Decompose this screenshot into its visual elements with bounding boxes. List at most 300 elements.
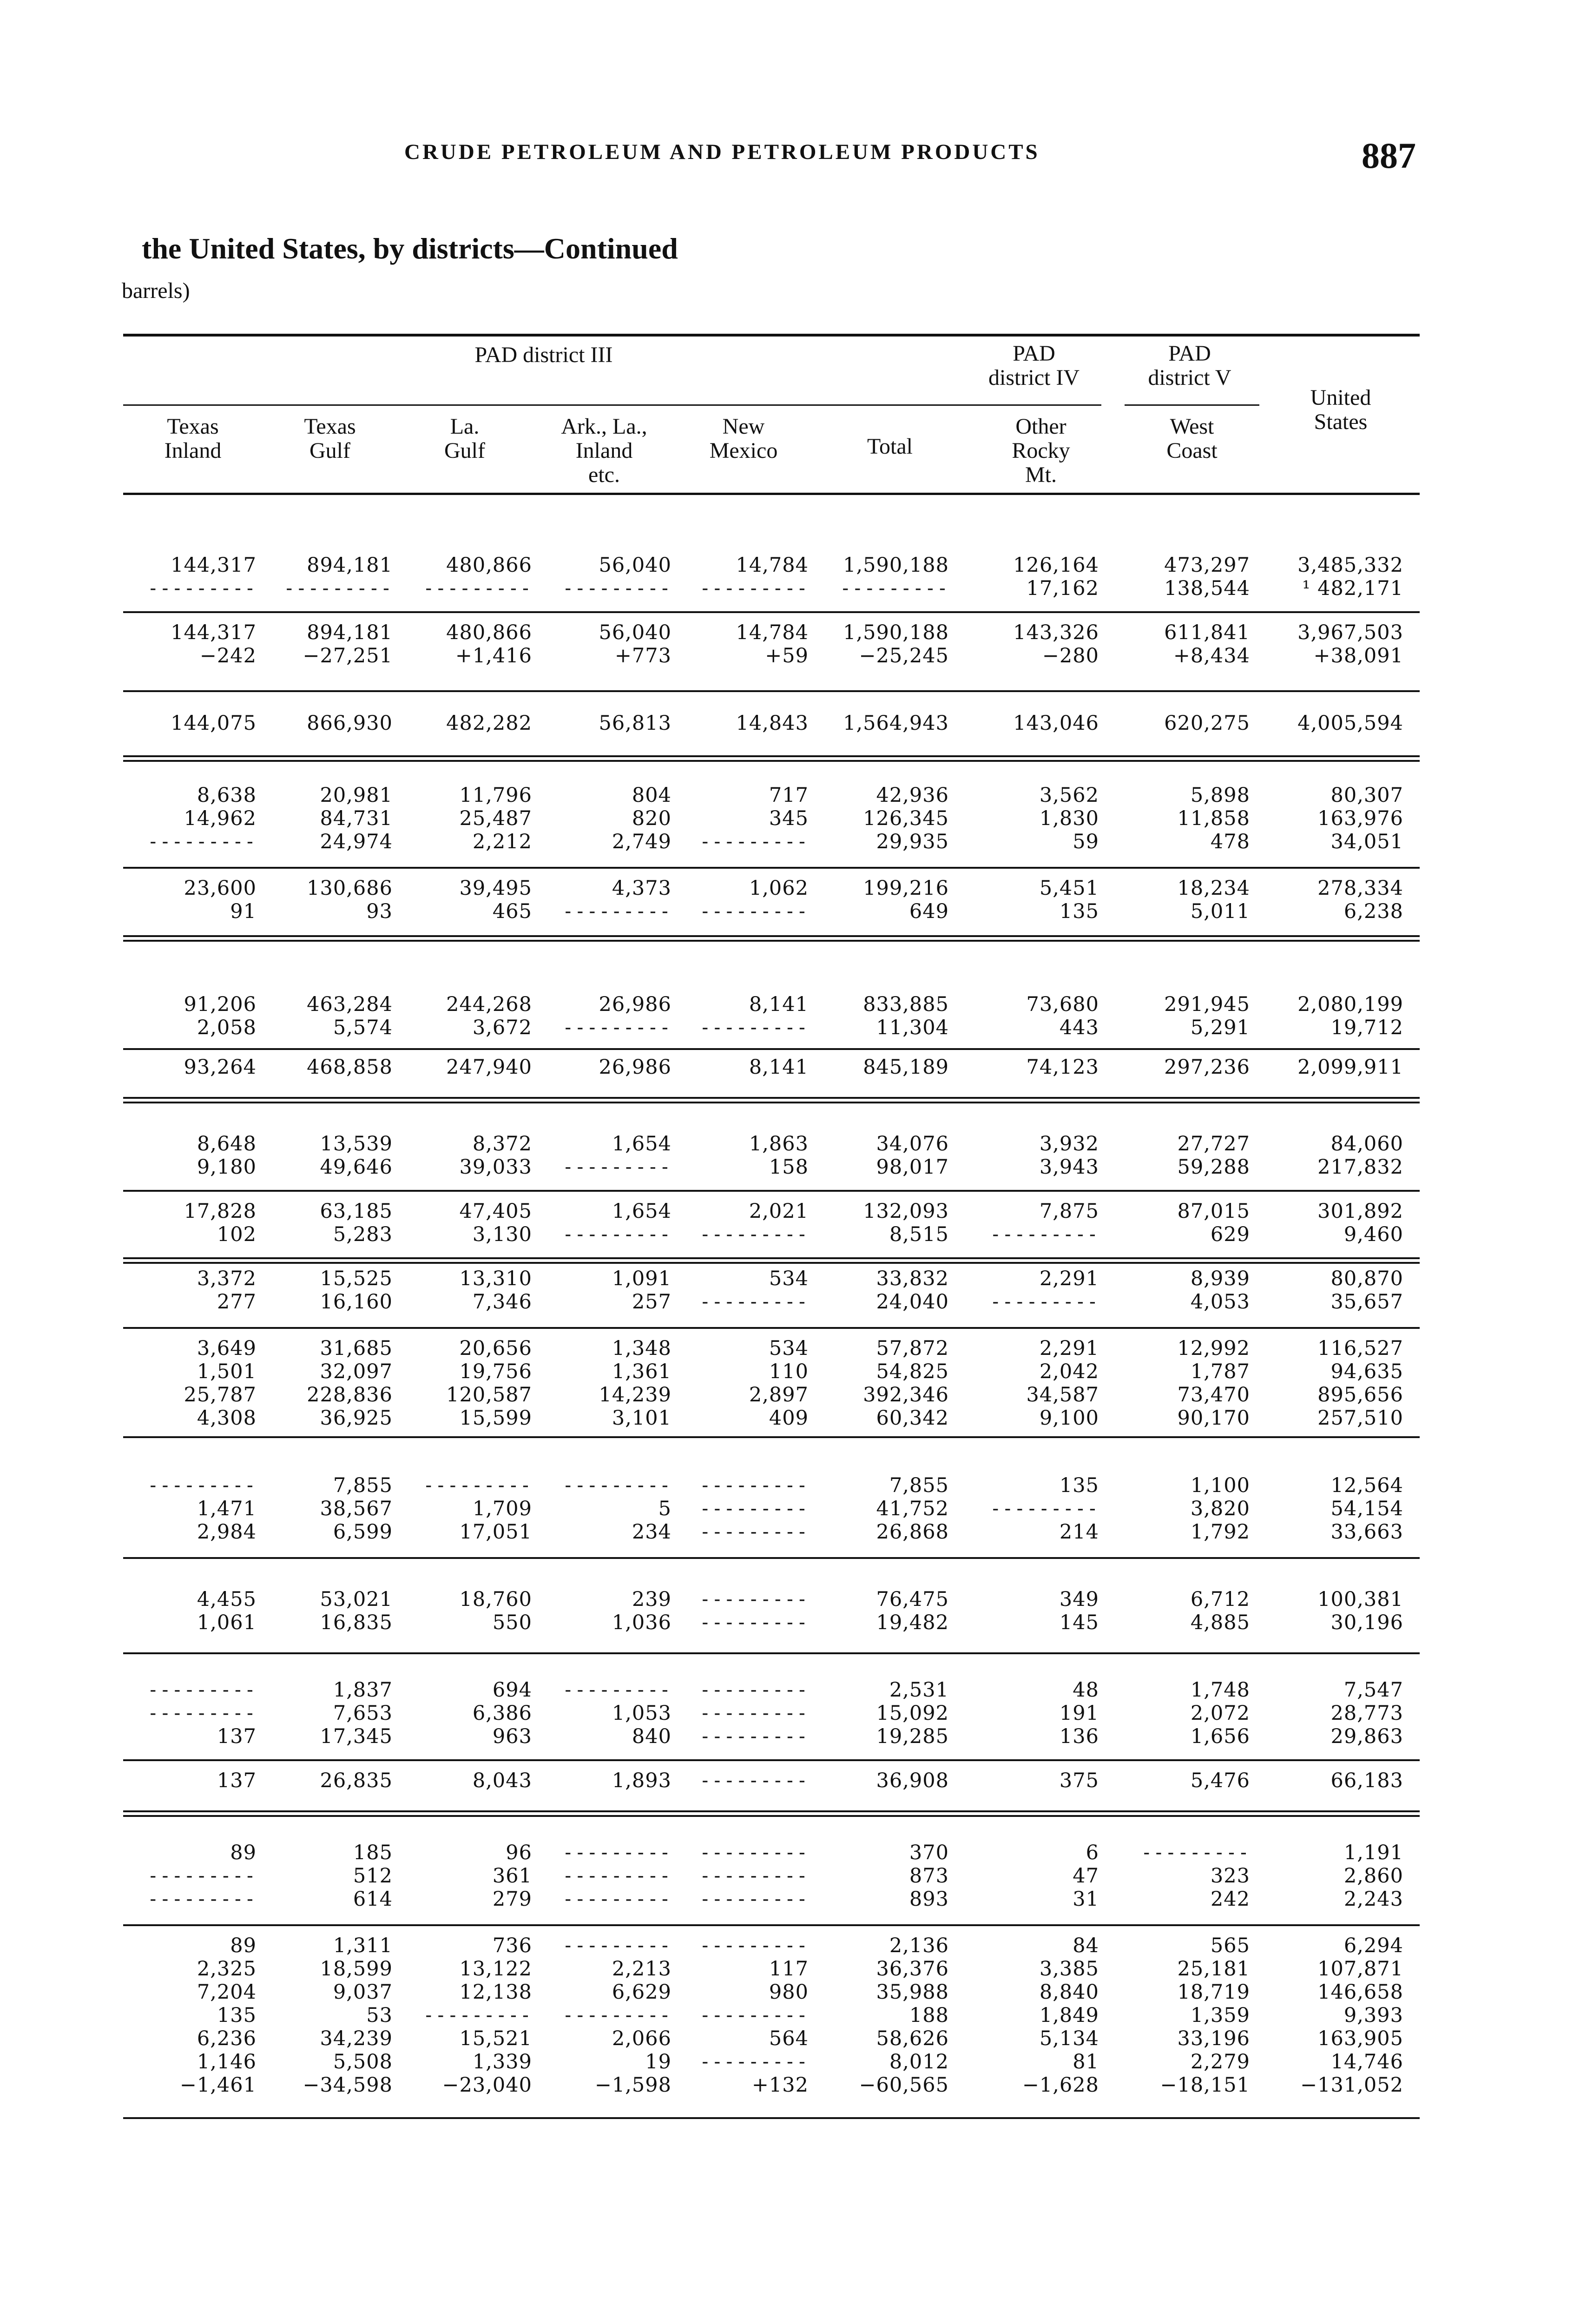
table-cell: 5,291 <box>1190 1016 1250 1039</box>
table-cell: 3,649 <box>197 1337 257 1360</box>
table-cell: 840 <box>632 1725 671 1748</box>
table-cell: 1,792 <box>1190 1520 1250 1544</box>
table-cell-dash: --------- <box>562 1679 671 1701</box>
table-cell: 84,731 <box>320 807 393 830</box>
table-cell: 32,097 <box>320 1360 393 1383</box>
table-cell: 34,239 <box>320 2027 393 2050</box>
table-cell: 564 <box>769 2027 809 2050</box>
table-cell: +59 <box>765 644 809 667</box>
table-cell: 257,510 <box>1317 1406 1403 1430</box>
table-cell: 24,040 <box>876 1290 949 1314</box>
group-rule <box>123 755 1420 757</box>
table-cell: −1,461 <box>179 2073 257 2097</box>
table-cell: 482,282 <box>446 712 532 735</box>
table-cell: 3,672 <box>472 1016 532 1039</box>
group-rule <box>123 1759 1420 1761</box>
table-cell: 1,863 <box>749 1132 809 1155</box>
header-sub-rule-iii <box>123 404 969 406</box>
table-cell: 14,784 <box>736 621 809 644</box>
table-cell-dash: --------- <box>283 578 393 599</box>
table-cell: 565 <box>1210 1934 1250 1957</box>
table-cell: 135 <box>1059 900 1099 923</box>
table-cell: 7,855 <box>889 1474 949 1497</box>
table-cell-dash: --------- <box>699 831 809 852</box>
table-cell: 2,099,911 <box>1297 1056 1403 1079</box>
table-cell: 5,451 <box>1039 877 1099 900</box>
table-cell: 163,905 <box>1317 2027 1403 2050</box>
table-cell: −131,052 <box>1300 2073 1403 2097</box>
table-cell: 163,976 <box>1317 807 1403 830</box>
table-cell: 96 <box>506 1841 532 1864</box>
table-cell: 13,310 <box>459 1267 532 1290</box>
table-cell: 19,712 <box>1330 1016 1403 1039</box>
table-cell-dash: --------- <box>147 1679 257 1701</box>
table-cell-dash: --------- <box>699 1498 809 1519</box>
table-cell-dash: --------- <box>699 1475 809 1496</box>
table-cell: 17,828 <box>184 1200 257 1223</box>
header-texas-gulf: Texas Gulf <box>304 414 356 463</box>
table-cell-dash: --------- <box>699 1521 809 1543</box>
table-cell: 80,307 <box>1330 784 1403 807</box>
table-cell: 34,076 <box>876 1132 949 1155</box>
table-cell: 56,813 <box>599 712 671 735</box>
table-cell: 323 <box>1210 1864 1250 1888</box>
table-cell: 19,285 <box>876 1725 949 1748</box>
table-cell: 15,092 <box>876 1702 949 1725</box>
table-cell: 473,297 <box>1164 554 1250 577</box>
table-cell: 1,830 <box>1039 807 1099 830</box>
header-pad-district-v: PAD district V <box>1148 341 1231 390</box>
table-cell: 3,485,332 <box>1297 554 1403 577</box>
table-cell: 2,058 <box>197 1016 257 1039</box>
table-cell: +8,434 <box>1173 644 1250 667</box>
table-cell: 6,712 <box>1190 1588 1250 1611</box>
table-cell: 3,372 <box>197 1267 257 1290</box>
table-cell: 146,658 <box>1317 1981 1403 2004</box>
table-cell: 54,825 <box>876 1360 949 1383</box>
table-cell: 137 <box>217 1725 257 1748</box>
table-cell: 873 <box>909 1864 949 1888</box>
table-cell-dash: --------- <box>699 1888 809 1910</box>
table-cell: 84 <box>1073 1934 1099 1957</box>
table-cell: 1,709 <box>472 1497 532 1520</box>
table-cell: 9,180 <box>197 1155 257 1179</box>
table-cell: 217,832 <box>1317 1155 1403 1179</box>
table-cell: 98,017 <box>876 1155 949 1179</box>
table-cell: 7,855 <box>333 1474 393 1497</box>
table-cell: 144,317 <box>171 621 257 644</box>
table-cell-dash: --------- <box>699 2005 809 2026</box>
table-cell: 18,234 <box>1177 877 1250 900</box>
table-cell: 480,866 <box>446 621 532 644</box>
table-cell: 199,216 <box>863 877 949 900</box>
table-cell: 143,326 <box>1013 621 1099 644</box>
header-united-states: United States <box>1310 385 1371 434</box>
group-rule <box>123 1190 1420 1192</box>
table-cell: 649 <box>909 900 949 923</box>
table-cell: 804 <box>632 784 671 807</box>
group-rule <box>123 611 1420 613</box>
table-cell-dash: --------- <box>699 1589 809 1610</box>
header-sub-rule-iv <box>967 404 1101 406</box>
table-cell: 845,189 <box>863 1056 949 1079</box>
table-cell: 63,185 <box>320 1200 393 1223</box>
table-cell: 11,858 <box>1177 807 1250 830</box>
table-cell: 4,373 <box>612 877 671 900</box>
table-cell: 2,136 <box>889 1934 949 1957</box>
table-cell: 1,100 <box>1190 1474 1250 1497</box>
table-cell: 443 <box>1059 1016 1099 1039</box>
table-cell: 550 <box>492 1611 532 1634</box>
table-cell: 12,138 <box>459 1981 532 2004</box>
table-cell: 138,544 <box>1164 577 1250 600</box>
table-cell: −27,251 <box>303 644 393 667</box>
table-cell-dash: --------- <box>1141 1842 1250 1863</box>
group-rule <box>123 867 1420 869</box>
table-cell-dash: --------- <box>147 578 257 599</box>
table-cell: 239 <box>632 1588 671 1611</box>
table-cell: 2,531 <box>889 1678 949 1702</box>
table-cell: 1,361 <box>612 1360 671 1383</box>
table-cell: 33,663 <box>1330 1520 1403 1544</box>
table-cell: 60,342 <box>876 1406 949 1430</box>
table-cell: 91,206 <box>184 993 257 1016</box>
table-cell: 2,212 <box>472 830 532 853</box>
table-title-continued: the United States, by districts—Continued <box>142 232 678 265</box>
table-cell: 7,875 <box>1039 1200 1099 1223</box>
table-cell: 17,345 <box>320 1725 393 1748</box>
table-cell: 1,654 <box>612 1200 671 1223</box>
table-cell: 15,521 <box>459 2027 532 2050</box>
table-cell: ¹ 482,171 <box>1302 577 1403 600</box>
table-cell: 36,376 <box>876 1957 949 1981</box>
table-cell: 629 <box>1210 1223 1250 1246</box>
table-cell: 2,213 <box>612 1957 671 1981</box>
table-cell-dash: --------- <box>699 1726 809 1747</box>
table-cell: 278,334 <box>1317 877 1403 900</box>
table-cell: 33,196 <box>1177 2027 1250 2050</box>
table-cell-dash: --------- <box>147 1703 257 1724</box>
table-cell: 1,656 <box>1190 1725 1250 1748</box>
table-cell-dash: --------- <box>699 901 809 922</box>
table-cell: 30,196 <box>1330 1611 1403 1634</box>
table-cell-dash: --------- <box>562 2005 671 2026</box>
table-cell: 893 <box>909 1888 949 1911</box>
table-cell: 47,405 <box>459 1200 532 1223</box>
table-cell: 7,204 <box>197 1981 257 2004</box>
table-cell: 2,080,199 <box>1297 993 1403 1016</box>
table-cell: 4,885 <box>1190 1611 1250 1634</box>
table-cell: 110 <box>769 1360 809 1383</box>
table-cell: 894,181 <box>307 621 393 644</box>
table-cell: 42,936 <box>876 784 949 807</box>
table-cell: 14,784 <box>736 554 809 577</box>
group-rule <box>123 1327 1420 1329</box>
table-cell: 12,564 <box>1330 1474 1403 1497</box>
table-cell: 132,093 <box>863 1200 949 1223</box>
table-cell: 31 <box>1073 1888 1099 1911</box>
table-cell: 11,796 <box>459 784 532 807</box>
table-cell: 1,564,943 <box>843 712 949 735</box>
table-cell: 5 <box>658 1497 671 1520</box>
table-cell: 20,656 <box>459 1337 532 1360</box>
table-cell: 5,134 <box>1039 2027 1099 2050</box>
table-cell: 375 <box>1059 1769 1099 1792</box>
header-bottom-rule <box>123 493 1420 495</box>
table-cell: 76,475 <box>876 1588 949 1611</box>
table-cell-dash: --------- <box>423 1475 532 1496</box>
table-cell: 1,146 <box>197 2050 257 2073</box>
table-cell: 9,393 <box>1343 2004 1403 2027</box>
table-cell-dash: --------- <box>147 831 257 852</box>
table-cell: 1,501 <box>197 1360 257 1383</box>
table-cell: 3,932 <box>1039 1132 1099 1155</box>
table-cell: 17,051 <box>459 1520 532 1544</box>
table-cell: 1,061 <box>197 1611 257 1634</box>
table-cell: 8,372 <box>472 1132 532 1155</box>
table-cell: 895,656 <box>1317 1383 1403 1406</box>
table-cell: 73,470 <box>1177 1383 1250 1406</box>
table-cell: 512 <box>353 1864 393 1888</box>
table-cell: 620,275 <box>1164 712 1250 735</box>
table-cell-dash: --------- <box>699 2051 809 2073</box>
table-cell: 120,587 <box>446 1383 532 1406</box>
table-cell: +132 <box>751 2073 809 2097</box>
table-cell: 5,508 <box>333 2050 393 2073</box>
table-cell: −280 <box>1042 644 1099 667</box>
table-cell: 188 <box>909 2004 949 2027</box>
table-cell: −34,598 <box>303 2073 393 2097</box>
table-cell-dash: --------- <box>562 901 671 922</box>
table-cell: 3,130 <box>472 1223 532 1246</box>
table-cell-dash: --------- <box>840 578 949 599</box>
table-cell: 980 <box>769 1981 809 2004</box>
table-cell: 19,756 <box>459 1360 532 1383</box>
group-rule <box>123 1652 1420 1654</box>
table-cell: 2,897 <box>749 1383 809 1406</box>
table-cell: 9,460 <box>1343 1223 1403 1246</box>
table-cell: 291,945 <box>1164 993 1250 1016</box>
table-cell: −1,598 <box>594 2073 671 2097</box>
table-cell: 18,599 <box>320 1957 393 1981</box>
table-cell: 100,381 <box>1317 1588 1403 1611</box>
table-cell: 6,386 <box>472 1702 532 1725</box>
table-cell: 34,051 <box>1330 830 1403 853</box>
table-cell: 2,243 <box>1343 1888 1403 1911</box>
table-cell: 1,471 <box>197 1497 257 1520</box>
table-cell: 5,283 <box>333 1223 393 1246</box>
table-cell: 145 <box>1059 1611 1099 1634</box>
table-cell-dash: --------- <box>699 1842 809 1863</box>
table-cell: 534 <box>769 1337 809 1360</box>
table-cell: 409 <box>769 1406 809 1430</box>
table-cell: 26,835 <box>320 1769 393 1792</box>
table-cell-dash: --------- <box>990 1498 1099 1519</box>
table-cell: 29,935 <box>876 830 949 853</box>
header-other-rocky-mt: Other Rocky Mt. <box>1012 414 1070 487</box>
table-cell: 39,033 <box>459 1155 532 1179</box>
table-cell-dash: --------- <box>562 1475 671 1496</box>
table-cell: 894,181 <box>307 554 393 577</box>
table-cell-dash: --------- <box>562 1865 671 1887</box>
table-cell: 18,719 <box>1177 1981 1250 2004</box>
table-cell: 90,170 <box>1177 1406 1250 1430</box>
table-cell: 1,348 <box>612 1337 671 1360</box>
table-cell: 2,749 <box>612 830 671 853</box>
table-cell: 25,787 <box>184 1383 257 1406</box>
table-cell: 1,359 <box>1190 2004 1250 2027</box>
table-cell: 4,308 <box>197 1406 257 1430</box>
group-rule <box>123 690 1420 692</box>
table-cell: 136 <box>1059 1725 1099 1748</box>
table-cell: 14,746 <box>1330 2050 1403 2073</box>
table-cell: 6,236 <box>197 2027 257 2050</box>
table-cell: −1,628 <box>1022 2073 1099 2097</box>
page-number: 887 <box>1362 135 1416 176</box>
table-cell: 8,515 <box>889 1223 949 1246</box>
table-cell: 480,866 <box>446 554 532 577</box>
table-cell: 41,752 <box>876 1497 949 1520</box>
table-cell-dash: --------- <box>699 578 809 599</box>
table-cell: −18,151 <box>1160 2073 1250 2097</box>
table-cell: 18,760 <box>459 1588 532 1611</box>
table-cell: 247,940 <box>446 1056 532 1079</box>
table-cell: 57,872 <box>876 1337 949 1360</box>
table-cell: +38,091 <box>1313 644 1403 667</box>
table-cell: 53 <box>366 2004 393 2027</box>
table-cell: 26,986 <box>599 993 671 1016</box>
group-rule-double <box>123 940 1420 942</box>
table-cell: 6,294 <box>1343 1934 1403 1957</box>
table-cell: 963 <box>492 1725 532 1748</box>
table-cell: 8,840 <box>1039 1981 1099 2004</box>
header-texas-inland: Texas Inland <box>164 414 222 463</box>
table-cell: 23,600 <box>184 877 257 900</box>
table-cell-dash: --------- <box>423 2005 532 2026</box>
table-cell: 3,562 <box>1039 784 1099 807</box>
table-cell: 36,908 <box>876 1769 949 1792</box>
table-cell-dash: --------- <box>562 1935 671 1956</box>
table-cell: 87,015 <box>1177 1200 1250 1223</box>
table-cell: 74,123 <box>1026 1056 1099 1079</box>
table-cell: 345 <box>769 807 809 830</box>
table-cell: 463,284 <box>307 993 393 1016</box>
table-cell: 2,021 <box>749 1200 809 1223</box>
table-cell: 3,943 <box>1039 1155 1099 1179</box>
table-cell: 27,727 <box>1177 1132 1250 1155</box>
group-rule-double <box>123 1102 1420 1103</box>
table-cell: 2,066 <box>612 2027 671 2050</box>
table-cell: 91 <box>230 900 257 923</box>
table-cell: 144,075 <box>171 712 257 735</box>
header-top-rule <box>123 334 1420 337</box>
table-cell: 66,183 <box>1330 1769 1403 1792</box>
table-cell: 8,141 <box>749 1056 809 1079</box>
table-cell: 1,590,188 <box>843 621 949 644</box>
table-cell: 820 <box>632 807 671 830</box>
table-cell: +1,416 <box>455 644 532 667</box>
header-la-gulf: La. Gulf <box>444 414 485 463</box>
table-cell: 349 <box>1059 1588 1099 1611</box>
table-cell: 717 <box>769 784 809 807</box>
table-cell: 244,268 <box>446 993 532 1016</box>
table-cell: 6,629 <box>612 1981 671 2004</box>
table-cell-dash: --------- <box>562 1842 671 1863</box>
table-cell: 2,279 <box>1190 2050 1250 2073</box>
group-rule <box>123 1810 1420 1812</box>
table-cell: 2,860 <box>1343 1864 1403 1888</box>
table-cell: 31,685 <box>320 1337 393 1360</box>
table-cell: 611,841 <box>1164 621 1250 644</box>
table-cell: 14,239 <box>599 1383 671 1406</box>
table-cell: 191 <box>1059 1702 1099 1725</box>
table-cell: 93 <box>366 900 393 923</box>
table-cell: 4,005,594 <box>1297 712 1403 735</box>
header-ark-la-inland: Ark., La., Inland etc. <box>561 414 647 487</box>
table-cell: 465 <box>492 900 532 923</box>
table-cell: 58,626 <box>876 2027 949 2050</box>
table-cell: 20,981 <box>320 784 393 807</box>
table-cell: 1,191 <box>1343 1841 1403 1864</box>
table-cell: 73,680 <box>1026 993 1099 1016</box>
table-cell: 158 <box>769 1155 809 1179</box>
table-cell: 26,986 <box>599 1056 671 1079</box>
table-cell-dash: --------- <box>990 1224 1099 1245</box>
header-pad-district-iii: PAD district III <box>474 343 613 367</box>
table-cell: 8,638 <box>197 784 257 807</box>
table-cell: 1,893 <box>612 1769 671 1792</box>
table-cell: 14,843 <box>736 712 809 735</box>
table-cell: 9,100 <box>1039 1406 1099 1430</box>
table-cell: 2,325 <box>197 1957 257 1981</box>
table-cell: 33,832 <box>876 1267 949 1290</box>
group-rule <box>123 2117 1420 2119</box>
table-cell: 16,835 <box>320 1611 393 1634</box>
table-cell: 107,871 <box>1317 1957 1403 1981</box>
table-cell: 7,653 <box>333 1702 393 1725</box>
table-cell: 279 <box>492 1888 532 1911</box>
table-cell: 242 <box>1210 1888 1250 1911</box>
group-rule <box>123 1924 1420 1926</box>
table-cell: 94,635 <box>1330 1360 1403 1383</box>
table-cell: 228,836 <box>307 1383 393 1406</box>
table-cell: 7,547 <box>1343 1678 1403 1702</box>
table-cell: 39,495 <box>459 877 532 900</box>
table-cell: 7,346 <box>472 1290 532 1314</box>
table-cell: 6 <box>1086 1841 1099 1864</box>
table-cell: 2,984 <box>197 1520 257 1544</box>
table-cell: 8,648 <box>197 1132 257 1155</box>
header-pad-district-iv: PAD district IV <box>988 341 1080 390</box>
table-cell-dash: --------- <box>990 1291 1099 1313</box>
group-rule <box>123 1557 1420 1559</box>
table-cell: 25,181 <box>1177 1957 1250 1981</box>
table-cell: 2,072 <box>1190 1702 1250 1725</box>
table-cell: 93,264 <box>184 1056 257 1079</box>
table-cell: 2,291 <box>1039 1337 1099 1360</box>
table-cell: 56,040 <box>599 621 671 644</box>
table-cell-dash: --------- <box>147 1865 257 1887</box>
table-cell: 5,476 <box>1190 1769 1250 1792</box>
table-cell: 301,892 <box>1317 1200 1403 1223</box>
table-cell: 59,288 <box>1177 1155 1250 1179</box>
table-cell: +773 <box>614 644 671 667</box>
table-cell: 1,036 <box>612 1611 671 1634</box>
table-cell: 126,345 <box>863 807 949 830</box>
table-cell: 35,657 <box>1330 1290 1403 1314</box>
table-cell: 361 <box>492 1864 532 1888</box>
table-cell: 614 <box>353 1888 393 1911</box>
